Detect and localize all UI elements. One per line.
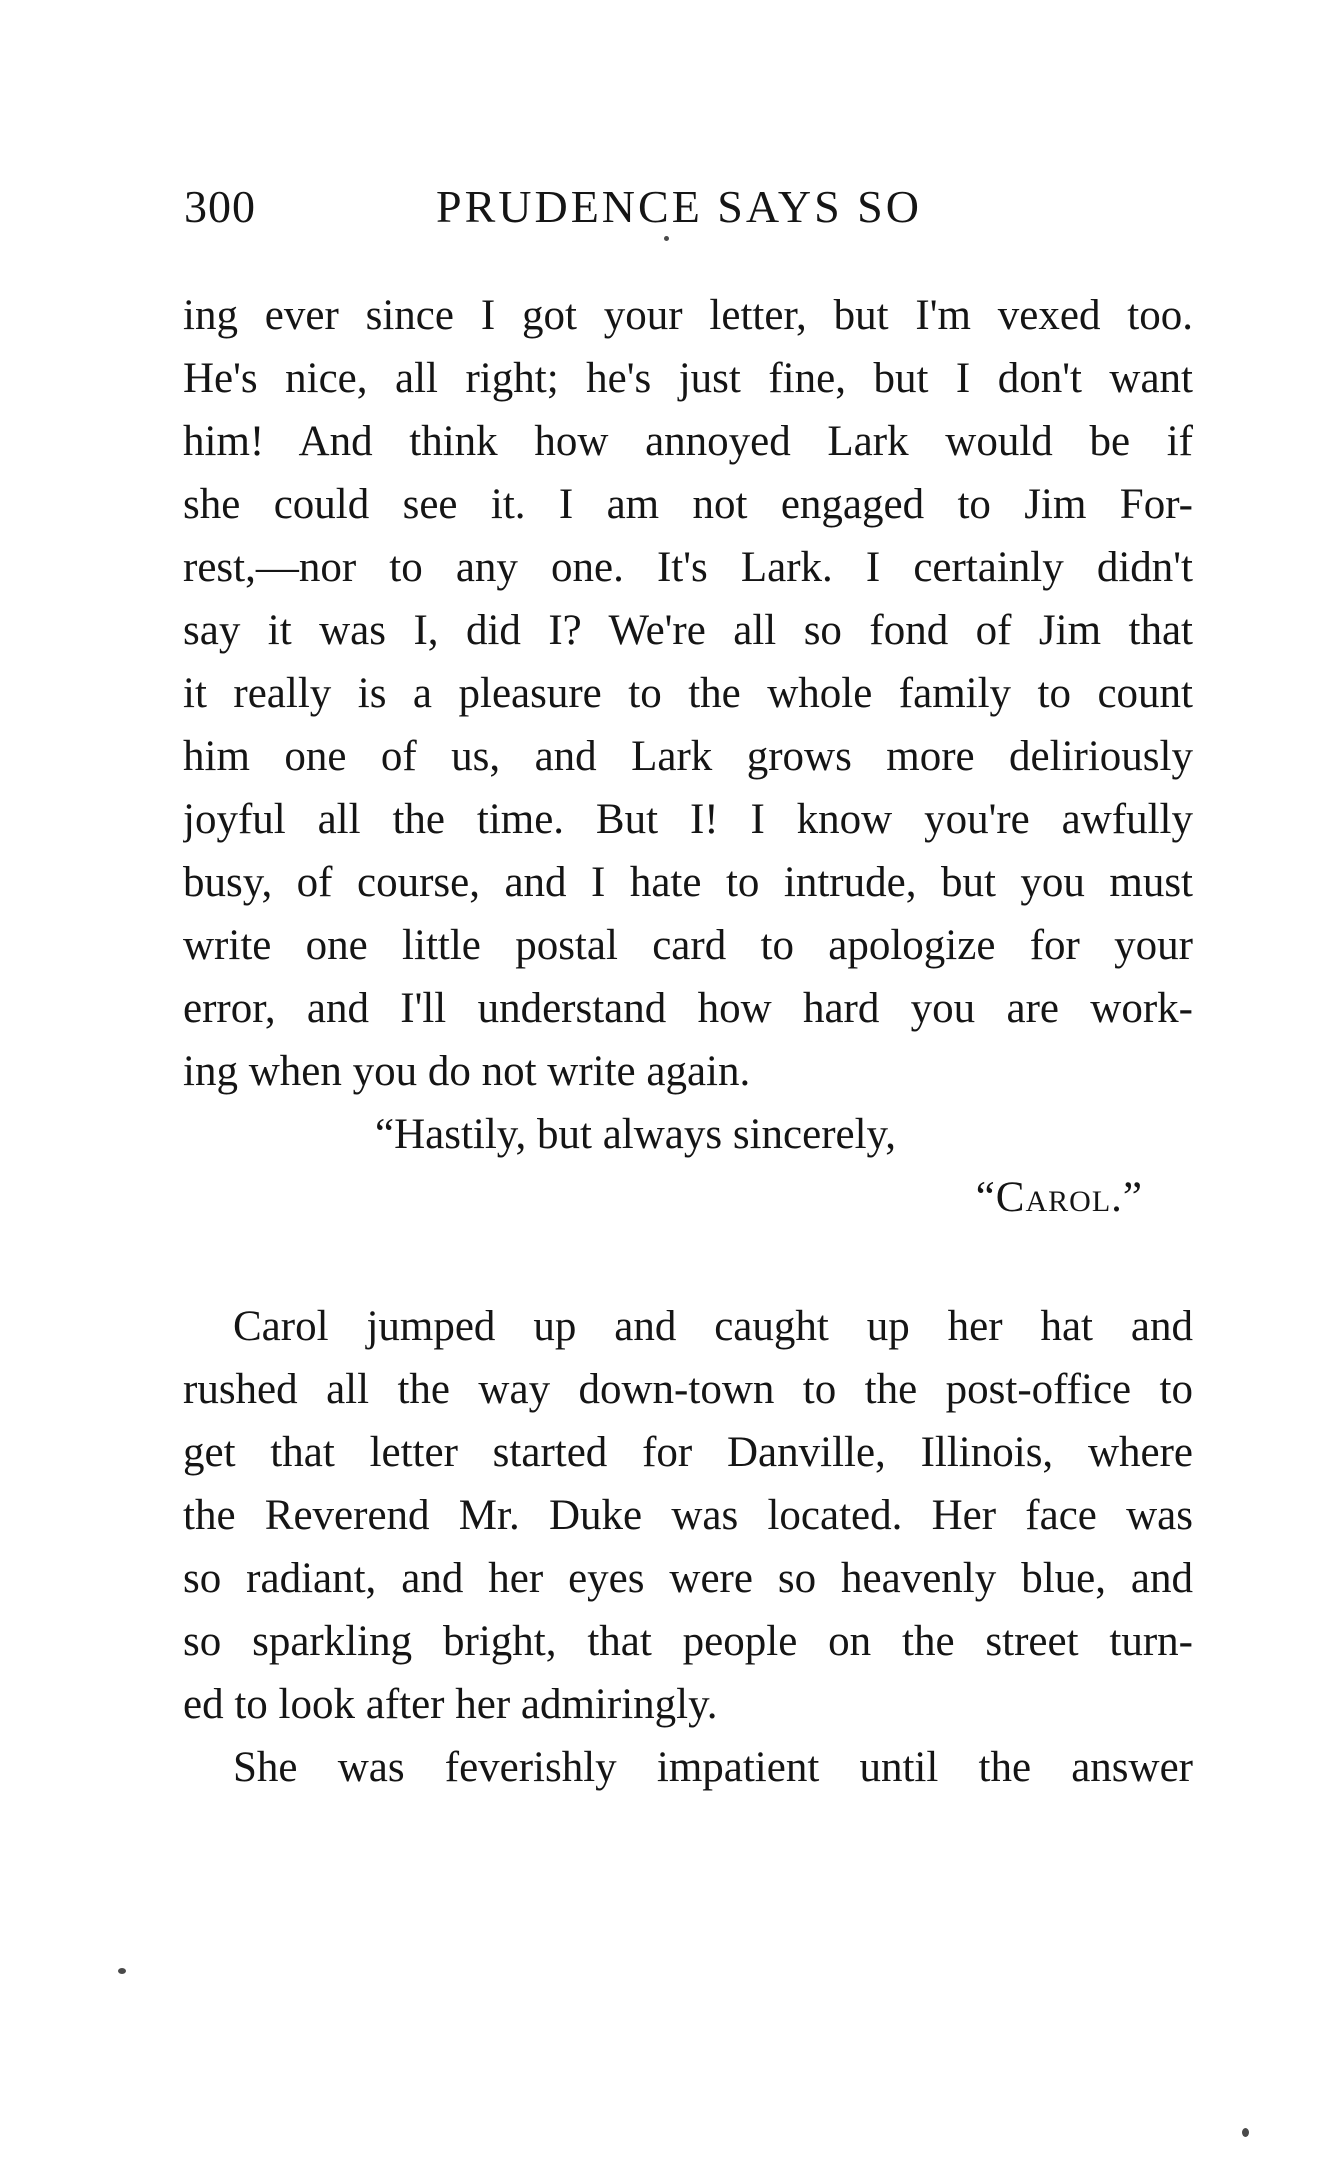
text-line: joyful all the time. But I! I know you're awfully: [183, 796, 1193, 843]
text-line: it really is a pleasure to the whole family to count: [183, 670, 1193, 717]
text-line: rest,—nor to any one. It's Lark. I certainly didn't: [183, 544, 1193, 591]
text-line: so sparkling bright, that people on the street turn-: [183, 1618, 1193, 1665]
text-line: write one little postal card to apologize for your: [183, 922, 1193, 969]
narrative-paragraph: [183, 1295, 1193, 1736]
text-line: She was feverishly impatient until the answer: [233, 1744, 1193, 1791]
page-text: [183, 284, 1193, 1799]
narrative-paragraph: [183, 1736, 1193, 1799]
letter-body: [183, 284, 1193, 1103]
scan-speck: [1242, 2128, 1249, 2137]
letter-signature: “Carol.”: [975, 1174, 1143, 1221]
section-gap: [183, 1229, 1193, 1295]
text-line: busy, of course, and I hate to intrude, but you must: [183, 859, 1193, 906]
text-line: error, and I'll understand how hard you are work-: [183, 985, 1193, 1032]
text-line: ed to look after her admiringly.: [183, 1681, 718, 1728]
scan-speck: [118, 1968, 126, 1974]
text-line: she could see it. I am not engaged to Jim For-: [183, 481, 1193, 528]
text-line: so radiant, and her eyes were so heavenly blue, and: [183, 1555, 1193, 1602]
scan-speck: [664, 236, 669, 241]
text-line: ing ever since I got your letter, but I'm vexed too.: [183, 292, 1193, 339]
text-line: rushed all the way down-town to the post-office to: [183, 1366, 1193, 1413]
text-line: ing when you do not write again.: [183, 1048, 751, 1095]
text-line: say it was I, did I? We're all so fond of Jim that: [183, 607, 1193, 654]
text-line: get that letter started for Danville, Illinois, where: [183, 1429, 1193, 1476]
text-line: him one of us, and Lark grows more deliriously: [183, 733, 1193, 780]
text-line: Carol jumped up and caught up her hat and: [233, 1303, 1193, 1350]
page-number: 300: [184, 181, 256, 232]
letter-closing: “Hastily, but always sincerely,: [375, 1111, 897, 1158]
book-title: PRUDENCE SAYS SO: [436, 181, 922, 232]
text-line: He's nice, all right; he's just fine, but I don't want: [183, 355, 1193, 402]
text-line: him! And think how annoyed Lark would be if: [183, 418, 1193, 465]
running-head: [176, 172, 1196, 242]
text-line: the Reverend Mr. Duke was located. Her face was: [183, 1492, 1193, 1539]
